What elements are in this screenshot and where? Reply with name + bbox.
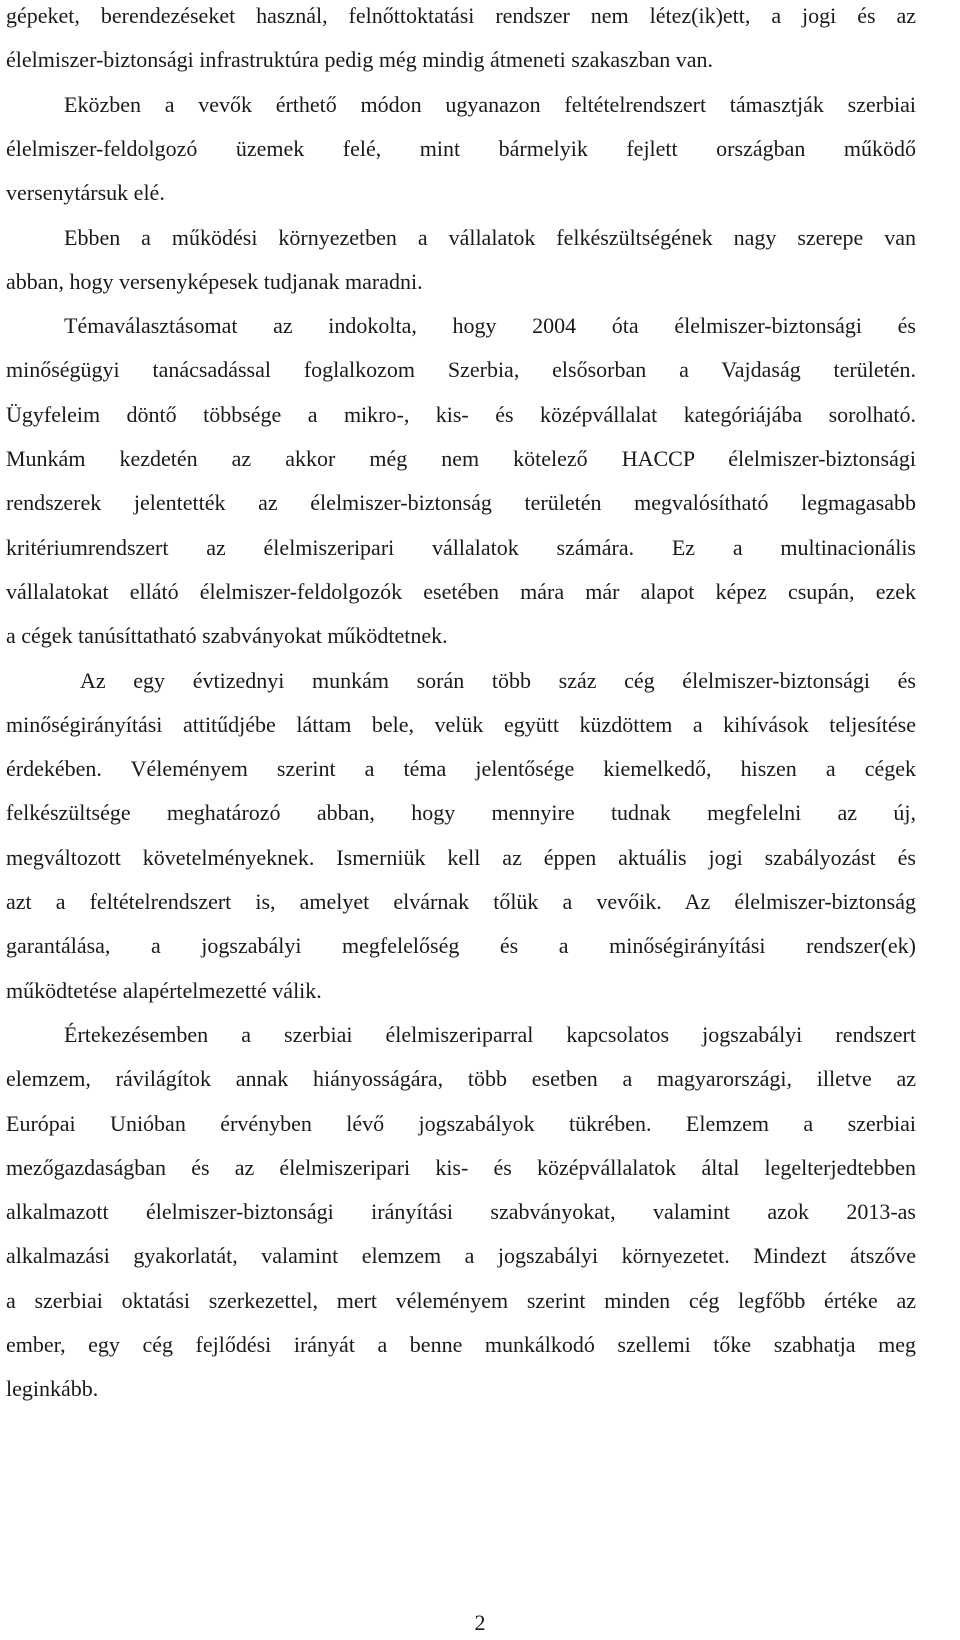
text-line: elemzem, rávilágítok annak hiányosságára, több esetben a magyarországi, illetve az: [6, 1066, 916, 1092]
text-line: a cégek tanúsíttatható szabványokat működtetnek.: [6, 623, 448, 649]
text-line: érdekében. Véleményem szerint a téma jelentősége kiemelkedő, hiszen a cégek: [6, 756, 916, 782]
text-line: Európai Unióban érvényben lévő jogszabályok tükrében. Elemzem a szerbiai: [6, 1110, 916, 1136]
text-line: kritériumrendszert az élelmiszeripari vállalatok számára. Ez a multinacionális: [6, 534, 916, 560]
text-line: megváltozott követelményeknek. Ismerniük kell az éppen aktuális jogi szabályozást és: [6, 844, 916, 870]
text-line: élelmiszer-biztonsági infrastruktúra pedig még mindig átmeneti szakaszban van.: [6, 47, 713, 73]
text-line: azt a feltételrendszert is, amelyet elvárnak tőlük a vevőik. Az élelmiszer-biztonság: [6, 889, 916, 914]
text-line: Ebben a működési környezetben a vállalatok felkészültségének nagy szerepe van: [64, 224, 916, 250]
text-line: gépeket, berendezéseket használ, felnőttoktatási rendszer nem létez(ik)ett, a jogi és az: [6, 3, 916, 28]
text-line: garantálása, a jogszabályi megfelelőség és a minőségirányítási rendszer(ek): [6, 933, 916, 959]
text-line: Az egy évtizednyi munkám során több száz cég élelmiszer-biztonsági és: [80, 667, 916, 693]
text-line: abban, hogy versenyképesek tudjanak maradni.: [6, 268, 423, 294]
text-line: Eközben a vevők érthető módon ugyanazon feltételrendszert támasztják szerbiai: [64, 91, 916, 117]
page-number: 2: [474, 1610, 486, 1635]
text-line: Témaválasztásomat az indokolta, hogy 2004 óta élelmiszer-biztonsági és: [64, 313, 916, 339]
text-line: a szerbiai oktatási szerkezettel, mert véleményem szerint minden cég legfőbb értéke az: [6, 1287, 916, 1313]
text-line: működtetése alapértelmezetté válik.: [6, 977, 322, 1003]
text-line: leginkább.: [6, 1376, 99, 1402]
text-line: Értekezésemben a szerbiai élelmiszeriparral kapcsolatos jogszabályi rendszert: [64, 1021, 916, 1047]
text-line: mezőgazdaságban és az élelmiszeripari kis- és középvállalatok által legelterjedtebben: [6, 1154, 916, 1180]
text-line: minőségügyi tanácsadással foglalkozom Szerbia, elsősorban a Vajdaság területén.: [6, 357, 916, 383]
text-line: vállalatokat ellátó élelmiszer-feldolgozók esetében mára már alapot képez csupán, ezek: [6, 578, 916, 604]
text-line: rendszerek jelentették az élelmiszer-biztonság területén megvalósítható legmagasabb: [6, 490, 916, 516]
text-line: alkalmazási gyakorlatát, valamint elemzem a jogszabályi környezetet. Mindezt átszőve: [6, 1243, 916, 1269]
text-line: élelmiszer-feldolgozó üzemek felé, mint bármelyik fejlett országban működő: [6, 135, 916, 161]
text-line: felkészültsége meghatározó abban, hogy mennyire tudnak megfelelni az új,: [6, 800, 916, 826]
text-line: Ügyfeleim döntő többsége a mikro-, kis- és középvállalat kategóriájába sorolható.: [6, 401, 916, 427]
text-line: versenytársuk elé.: [6, 180, 165, 206]
text-line: ember, egy cég fejlődési irányát a benne munkálkodó szellemi tőke szabhatja meg: [6, 1332, 916, 1357]
text-line: alkalmazott élelmiszer-biztonsági irányítási szabványokat, valamint azok 2013-as: [6, 1199, 916, 1225]
text-line: minőségirányítási attitűdjébe láttam bele, velük együtt küzdöttem a kihívások teljesítése: [6, 711, 916, 737]
text-line: Munkám kezdetén az akkor még nem kötelező HACCP élelmiszer-biztonsági: [6, 446, 916, 471]
